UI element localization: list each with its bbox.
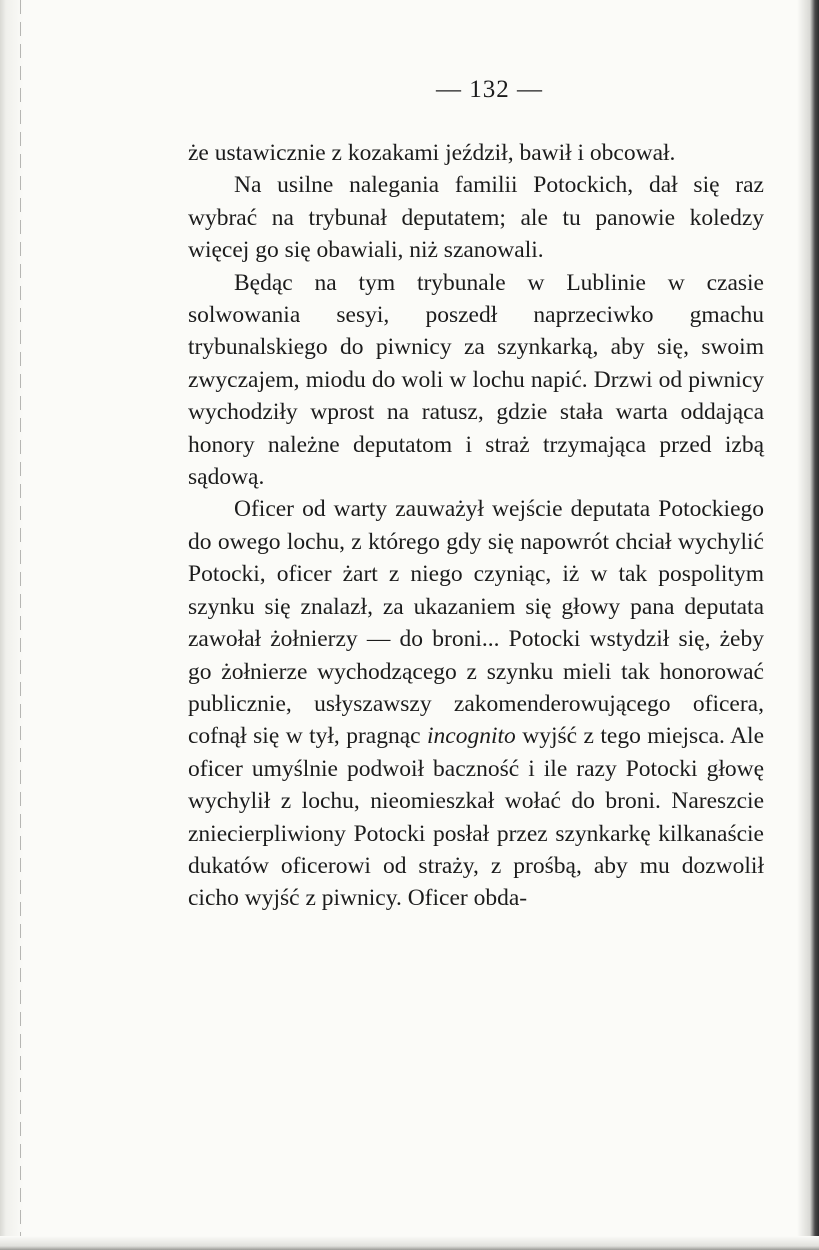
- page-bottom-edge: [0, 1236, 819, 1250]
- paragraph: Na usilne nalegania familii Potockich, dał się raz wybrać na trybunał deputatem; ale tu panowie koledzy więcej go się obawiali, niż szanowali.: [188, 172, 764, 264]
- page-left-edge: [0, 0, 38, 1250]
- body-text: [188, 137, 764, 915]
- page-right-edge: [795, 0, 819, 1250]
- page-number: — 132 —: [436, 76, 543, 103]
- paragraph-continuation: że ustawicznie z kozakami jeździł, bawił i obcował.: [188, 140, 676, 166]
- paragraph: Oficer od warty zauważył wejście deputata Potockiego do owego lochu, z którego gdy się napowrót chciał wychylić Potocki, oficer żart z niego czyniąc, iż w tak pospolitym szynku się znalazł, za ukazaniem się głowy pana deputata zawołał żołnierzy — do broni... Potocki wstydził się, żeby go żołnierze wychodzącego z szynku mieli tak honorować publicznie, usłyszawszy zakomenderowującego oficera, cofnął się w tył, pragnąc incognito wyjść z tego miejsca. Ale oficer umyślnie podwoił baczność i ile razy Potocki głowę wychylił z lochu, nieomieszkał wołać do broni. Nareszcie zniecierpliwiony Potocki posłał przez szynkarkę kilkanaście dukatów oficerowi od straży, z prośbą, aby mu dozwolił cicho wyjść z piwnicy. Oficer obda-: [188, 496, 764, 912]
- italic-word: incognito: [427, 723, 516, 750]
- paragraph: Będąc na tym trybunale w Lublinie w czasie solwowania sesyi, poszedł naprzeciwko gmachu trybunalskiego do piwnicy za szynkarką, aby się, swoim zwyczajem, miodu do woli w lochu napić. Drzwi od piwnicy wychodziły wprost na ratusz, gdzie stała warta oddająca honory należne deputatom i straż trzymająca przed izbą sądową.: [188, 269, 764, 491]
